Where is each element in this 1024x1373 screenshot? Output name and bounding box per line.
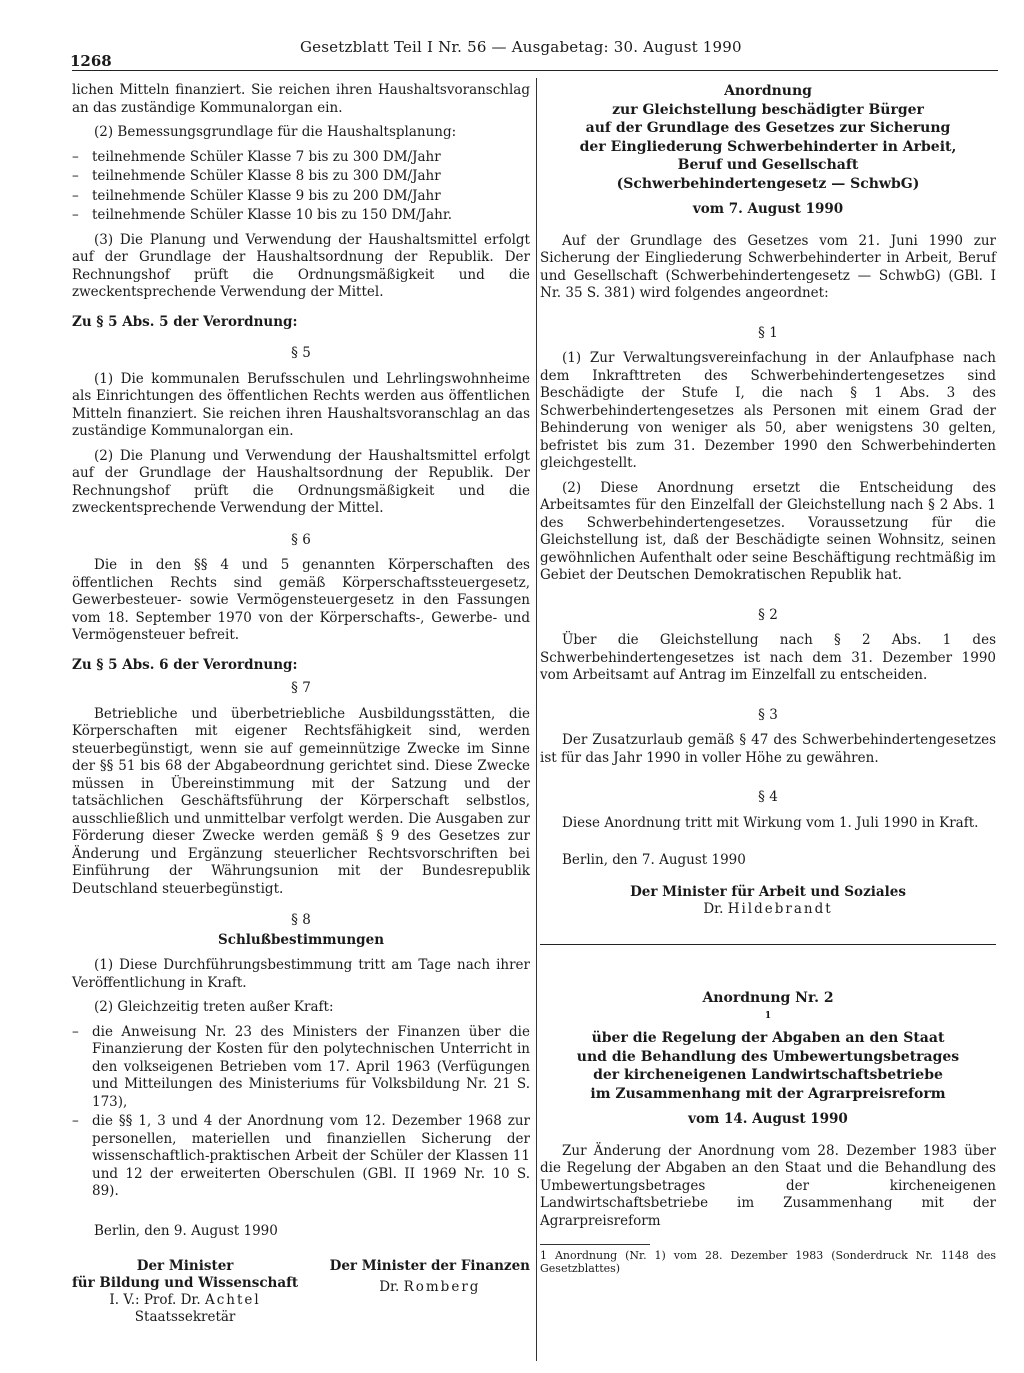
budget-basis-list [72,149,530,225]
s1-paragraph-1: (1) Zur Verwaltungsvereinfachung in der Anlaufphase nach dem Inkrafttreten des Schwerbehindertengesetzes sind Beschädigte der Stufe I, die nach § 1 Abs. 3 des Schwerbehindertengesetzes als Personen mit einem Grad der Behinderung von weniger als 50, aber wenigstens 30 gelten, befristet bis zum 31. Dezember 1990 den Schwerbehinderten gleichgestellt. [540,350,996,471]
section-mark-5: § 5 [291,345,311,361]
page-header-title: Gesetzblatt Teil I Nr. 56 — Ausgabetag: 30. August 1990 [300,38,742,56]
document-2-title [540,989,996,1104]
paragraph-3: (3) Die Planung und Verwendung der Haushaltsmittel erfolgt auf der Grundlage der Haushaltsordnung der Republik. Der Rechnungshof prüft die Ordnungsmäßigkeit und die zweckentsprechende Verwendung der Mittel. [72,231,530,300]
list-item: – teilnehmende Schüler Klasse 7 bis zu 300 DM/Jahr [72,149,530,167]
sec8-title: Schlußbestimmungen [217,931,385,948]
intro-paragraph: lichen Mitteln finanziert. Sie reichen ihren Haushaltsvoranschlag an das zuständige Kommunalorgan ein. [72,82,530,116]
left-column [72,82,530,1326]
s3-paragraph: Der Zusatzurlaub gemäß § 47 des Schwerbehindertengesetzes ist für das Jahr 1990 in voller Höhe zu gewähren. [540,732,996,766]
column-divider [536,78,537,1361]
title-line: auf der Grundlage des Gesetzes zur Sicherung [585,120,951,136]
title-line: Anordnung [724,83,812,99]
section-mark-4: § 4 [758,789,778,805]
sec5-paragraph-2: (2) Die Planung und Verwendung der Haushaltsmittel erfolgt auf der Grundlage der Haushaltsordnung der Republik. Der Rechnungshof prüft die Ordnungsmäßigkeit und die zweckentsprechende Verwendung der Mittel. [72,447,530,516]
signature-name: Achtel [205,1292,261,1308]
place-date: Berlin, den 7. August 1990 [562,852,746,868]
sec8-paragraph-2-lead: (2) Gleichzeitig treten außer Kraft: [94,999,334,1015]
footnote: 1 Anordnung (Nr. 1) vom 28. Dezember 1983 (Sonderdruck Nr. 1148 des Gesetzblattes) [540,1249,996,1276]
repealed-list [72,1024,530,1201]
s1-paragraph-2: (2) Diese Anordnung ersetzt die Entscheidung des Arbeitsamtes für den Einzelfall der Gleichstellung nach § 2 Abs. 1 des Schwerbehindertengesetzes. Voraussetzung für die Gleichstellung ist, daß der Beschädigte seinen Wohnsitz, seinen gewöhnlichen Aufenthalt oder seine Beschäftigung rechtmäßig im Gebiet der Deutschen Demokratischen Republik hat. [540,479,996,583]
page-number: 1268 [70,52,112,70]
signature-role: Der Minister [136,1258,234,1274]
sec5-paragraph-1: (1) Die kommunalen Berufsschulen und Lehrlingswohnheime als Einrichtungen des öffentlichen Rechts werden aus öffentlichen Mitteln finanziert. Sie reichen ihren Haushaltsvoranschlag an das zuständige Kommunalorgan ein. [72,370,530,439]
document-1-title [540,82,996,193]
section-heading-5-6: Zu § 5 Abs. 6 der Verordnung: [72,656,298,673]
list-item: – die Anweisung Nr. 23 des Ministers der Finanzen über die Finanzierung der Kosten für den polytechnischen Unterricht in den volkseigenen Betrieben vom 17. April 1963 (Verfügungen und Mitteilungen des Ministeriums für Volksbildung Nr. 21 S. 173), [72,1024,530,1112]
title-line: (Schwerbehindertengesetz — SchwbG) [616,175,920,192]
right-column [540,82,996,1275]
signatures [72,1258,530,1326]
s2-paragraph: Über die Gleichstellung nach § 2 Abs. 1 des Schwerbehindertengesetzes ist nach dem 31. Dezember 1990 vom Arbeitsamt auf Antrag im Einzelfall zu entscheiden. [540,632,996,683]
sec7-paragraph: Betriebliche und überbetriebliche Ausbildungsstätten, die Körperschaften mit eigener Rechtsfähigkeit sind, werden steuerbegünstigt, wenn sie auf gemeinnützige Zwecke im Sinne der §§ 51 bis 68 der Abgabeordnung gerichtet sind. Diese Zwecke müssen in Übereinstimmung mit der Satzung und der tatsächlichen Geschäftsführung der Körperschaft selbstlos, ausschließlich und unmittelbar verfolgt werden. Die Ausgaben zur Förderung dieser Zwecke werden gemäß § 9 des Gesetzes zur Änderung und Ergänzung steuerlicher Rechtsvorschriften bei Einführung der Währungsunion mit der Bundesrepublik Deutschland steuerbegünstigt. [72,705,530,897]
document-1-intro: Auf der Grundlage des Gesetzes vom 21. Juni 1990 zur Sicherung der Eingliederung Schwerbehinderter in Arbeit, Beruf und Gesellschaft (Schwerbehindertengesetz — SchwbG) (GBl. I Nr. 35 S. 381) wird folgendes angeordnet: [540,232,996,301]
section-heading-5-5: Zu § 5 Abs. 5 der Verordnung: [72,313,298,330]
title-line: über die Regelung der Abgaben an den Staat [591,1030,945,1047]
list-item: – die §§ 1, 3 und 4 der Anordnung vom 12. Dezember 1968 zur personellen, materiellen und finanziellen Sicherung der wissenschaftlich-praktischen Arbeit der Schüler der Klassen 11 und 12 der erweiterten Oberschulen (GBl. II 1969 Nr. 10 S. 89). [72,1113,530,1201]
signature-role: für Bildung und Wissenschaft [72,1275,299,1291]
section-mark-2: § 2 [758,606,778,623]
title-line: der kircheneigenen Landwirtschaftsbetriebe [593,1067,943,1084]
section-mark-7: § 7 [291,680,311,696]
signature-name-line [330,1279,530,1296]
signature-role: Der Minister der Finanzen [329,1258,530,1274]
place-date: Berlin, den 9. August 1990 [94,1222,278,1239]
section-mark-1: § 1 [758,324,778,341]
signature-block-education [72,1258,298,1326]
document-1-date: vom 7. August 1990 [692,201,844,217]
title-line [540,989,996,1030]
list-item: – teilnehmende Schüler Klasse 10 bis zu 150 DM/Jahr. [72,207,530,225]
s4-paragraph: Diese Anordnung tritt mit Wirkung vom 1. Juli 1990 in Kraft. [562,814,979,831]
sec6-paragraph: Die in den §§ 4 und 5 genannten Körperschaften des öffentlichen Rechts sind gemäß Körperschaftssteuergesetz, Gewerbesteuer- sowie Vermögensteuergesetz in den Fassungen vom 18. September 1970 von der Körperschafts-, Gewerbe- und Vermögensteuer befreit. [72,557,530,643]
signature-name-line [540,901,996,918]
signature-block-finance [330,1258,530,1326]
signature-name-line [72,1292,298,1309]
section-rule [540,944,996,945]
signature-prefix: I. V.: Prof. Dr. [109,1292,201,1308]
footnote-reference: 1 [764,1011,772,1021]
signature-title: Staatssekretär [134,1309,236,1325]
title-line: und die Behandlung des Umbewertungsbetrages [576,1048,960,1065]
signature-name: Romberg [403,1279,481,1295]
signature-block-labour [540,884,996,918]
title-line: im Zusammenhang mit der Agrarpreisreform [590,1085,946,1102]
signature-name: Hildebrandt [727,900,833,917]
paragraph-2-lead: (2) Bemessungsgrundlage für die Haushaltsplanung: [94,124,457,140]
sec8-paragraph-1: (1) Diese Durchführungsbestimmung tritt am Tage nach ihrer Veröffentlichung in Kraft. [72,957,530,991]
title-line: der Eingliederung Schwerbehinderter in Arbeit, [579,138,957,155]
document-2-date: vom 14. August 1990 [688,1111,848,1128]
signature-role: Der Minister für Arbeit und Soziales [630,883,906,900]
signature-prefix: Dr. [703,900,724,917]
list-item: – teilnehmende Schüler Klasse 8 bis zu 300 DM/Jahr [72,168,530,186]
title-first-line: Anordnung Nr. 2 [702,989,834,1006]
title-line: Beruf und Gesellschaft [677,157,859,173]
section-mark-3: § 3 [758,706,778,723]
section-mark-8: § 8 [291,912,311,928]
list-item: – teilnehmende Schüler Klasse 9 bis zu 200 DM/Jahr [72,188,530,206]
footnote-rule [540,1244,650,1245]
title-line: zur Gleichstellung beschädigter Bürger [612,101,924,118]
document-2-intro: Zur Änderung der Anordnung vom 28. Dezember 1983 über die Regelung der Abgaben an den Staat und die Behandlung des Umbewertungsbetrages der kircheneigenen Landwirtschaftsbetriebe im Zusammenhang mit der Agrarpreisreform [540,1142,996,1229]
signature-prefix: Dr. [379,1279,400,1295]
header-rule [72,70,998,71]
section-mark-6: § 6 [291,531,311,548]
